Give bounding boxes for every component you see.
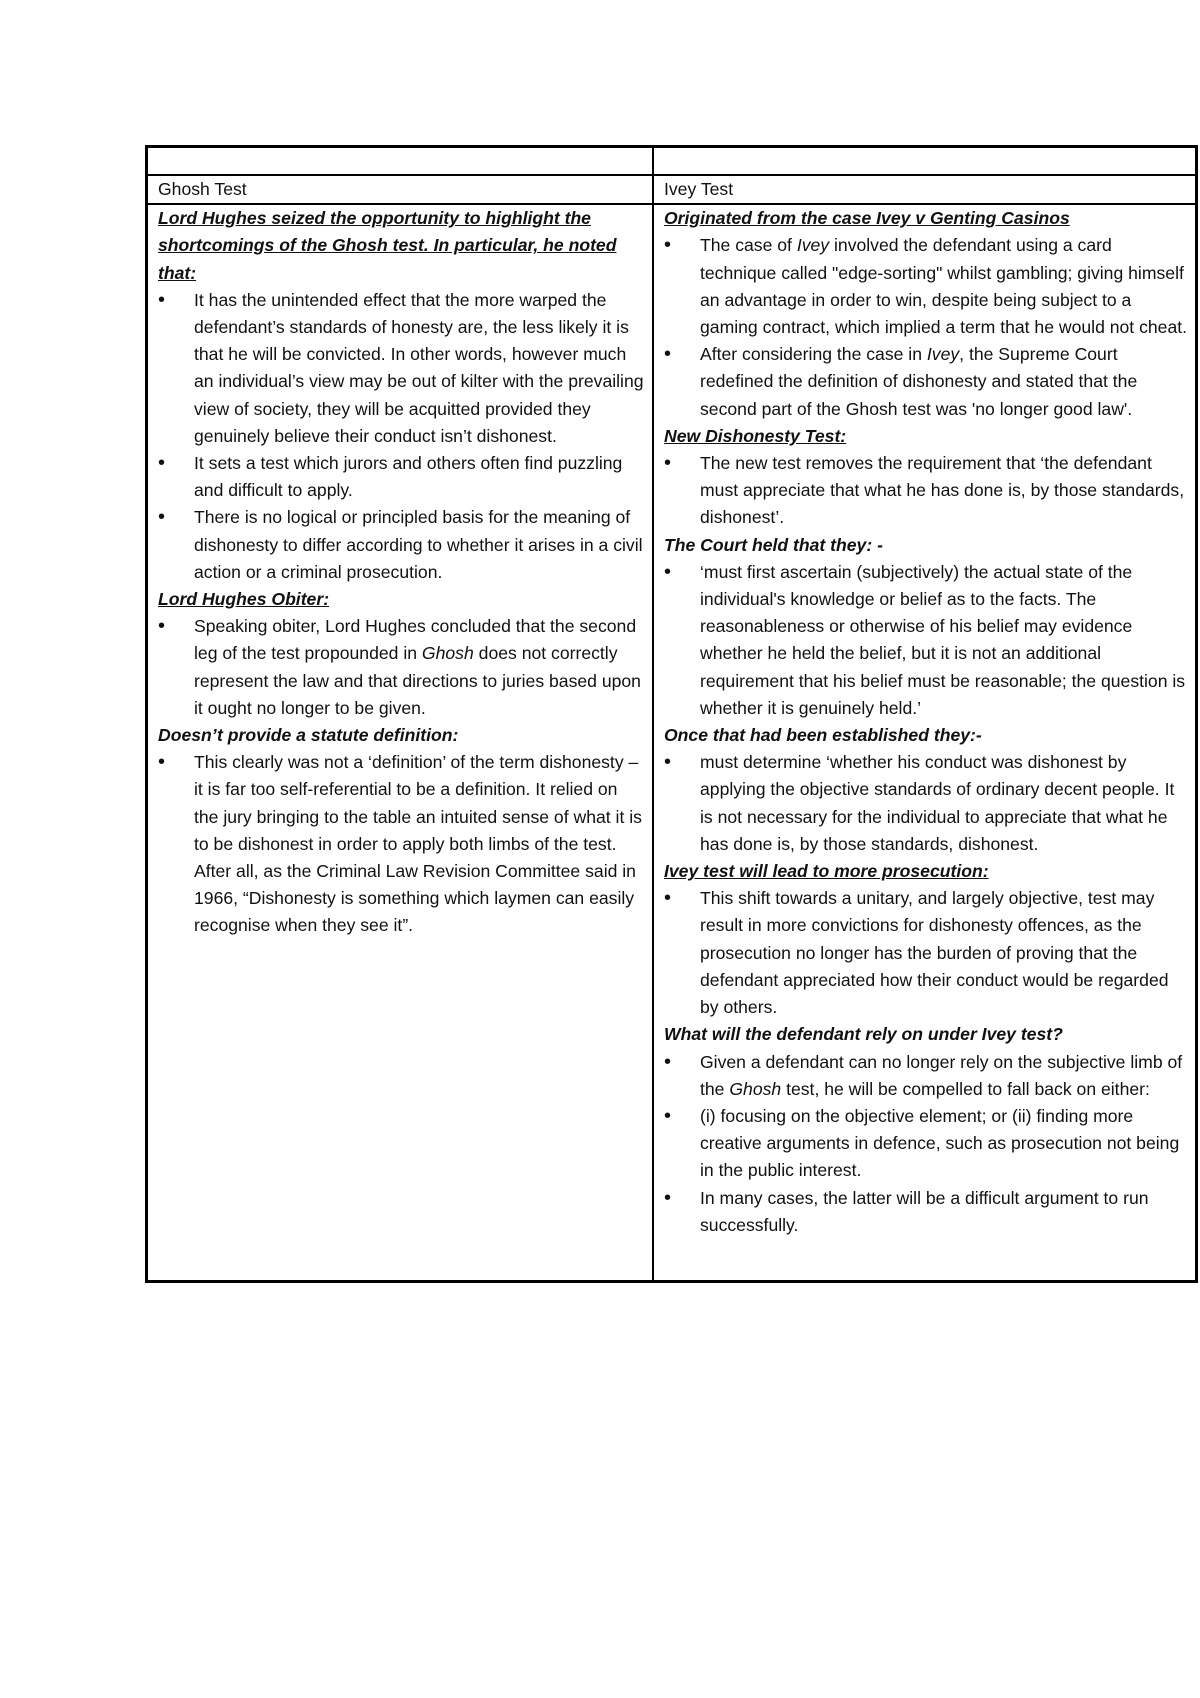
content-row <box>147 204 1197 1282</box>
title-row <box>147 175 1197 204</box>
shortcomings-list <box>158 287 646 586</box>
origin-list <box>664 232 1189 422</box>
section-heading-obiter: Lord Hughes Obiter: <box>158 589 330 610</box>
case-name: Ghosh <box>421 643 474 664</box>
empty-header-row <box>147 147 1197 176</box>
established-list <box>664 749 1189 858</box>
list-item <box>664 232 1189 341</box>
obiter-list <box>158 613 646 722</box>
case-name: Ghosh <box>729 1078 782 1099</box>
definition-list <box>158 749 646 939</box>
section-heading-new-test: New Dishonesty Test: <box>664 425 847 446</box>
column-title-ivey: Ivey Test <box>653 175 1197 204</box>
list-item: • It sets a test which jurors and others often find puzzling and difficult to apply. <box>158 450 646 504</box>
case-name: Ivey <box>796 235 830 256</box>
column-title-ghosh: Ghosh Test <box>147 175 654 204</box>
text-run: After considering the case in <box>700 344 927 365</box>
list-item: • must determine ‘whether his conduct was dishonest by applying the objective standards of ordinary decent people. It is not necessary for the individual to appreciate that what he has done is, by those standards, dishonest. <box>664 749 1189 858</box>
section-heading-origin: Originated from the case Ivey v Genting Casinos <box>664 208 1070 229</box>
list-item <box>158 613 646 722</box>
ghosh-column <box>147 204 654 1282</box>
text-run: does not correctly represent the law and that directions to juries based upon it ought no longer to be given. <box>194 643 641 718</box>
ivey-column <box>653 204 1197 1282</box>
section-heading-established: Once that had been established they:- <box>664 725 982 746</box>
defendant-reliance-list <box>664 1049 1189 1239</box>
prosecution-list <box>664 885 1189 1021</box>
empty-cell-right <box>653 147 1197 176</box>
list-item <box>664 341 1189 423</box>
section-heading-defendant-reliance: What will the defendant rely on under Ivey test? <box>664 1024 1063 1045</box>
list-item: • This clearly was not a ‘definition’ of the term dishonesty – it is far too self-referential to be a definition. It relied on the jury bringing to the table an intuited sense of what it is to be dishonest in order to apply both limbs of the test. After all, as the Criminal Law Revision Committee said in 1966, “Dishonesty is something which laymen can easily recognise when they see it”. <box>158 749 646 939</box>
list-item: • The new test removes the requirement that ‘the defendant must appreciate that what he has done is, by those standards, dishonest’. <box>664 450 1189 532</box>
text-run: Speaking obiter, Lord Hughes concluded that the second leg of the test propounded in <box>194 616 637 664</box>
empty-cell-left <box>147 147 654 176</box>
section-heading-shortcomings: Lord Hughes seized the opportunity to highlight the shortcomings of the Ghosh test. In particular, he noted that: <box>158 208 617 283</box>
section-heading-court-held: The Court held that they: - <box>664 534 883 555</box>
new-test-list <box>664 450 1189 532</box>
list-item: • This shift towards a unitary, and largely objective, test may result in more convictions for dishonesty offences, as the prosecution no longer has the burden of proving that the defendant appreciated how their conduct would be regarded by others. <box>664 885 1189 1021</box>
text-run: involved the defendant using a card technique called "edge-sorting" whilst gambling; giving himself an advantage in order to win, despite being subject to a gaming contract, which implied a term that he would not cheat. <box>700 235 1188 338</box>
court-held-list <box>664 559 1189 722</box>
case-name: Ivey <box>926 344 960 365</box>
list-item: • (i) focusing on the objective element; or (ii) finding more creative arguments in defence, such as prosecution not being in the public interest. <box>664 1103 1189 1185</box>
list-item <box>664 1049 1189 1103</box>
section-heading-prosecution: Ivey test will lead to more prosecution: <box>664 861 989 882</box>
comparison-table <box>145 145 1198 1283</box>
section-heading-definition: Doesn’t provide a statute definition: <box>158 725 459 746</box>
list-item: • In many cases, the latter will be a difficult argument to run successfully. <box>664 1185 1189 1239</box>
text-run: The case of <box>700 235 797 256</box>
list-item: • There is no logical or principled basis for the meaning of dishonesty to differ according to whether it arises in a civil action or a criminal prosecution. <box>158 504 646 586</box>
text-run: Given a defendant can no longer rely on the subjective limb of the <box>700 1051 1183 1099</box>
text-run: , the Supreme Court redefined the definition of dishonesty and stated that the second part of the Ghosh test was 'no longer good law'. <box>700 344 1138 419</box>
text-run: test, he will be compelled to fall back on either: <box>781 1078 1150 1099</box>
list-item: • ‘must first ascertain (subjectively) the actual state of the individual's knowledge or belief as to the facts. The reasonableness or otherwise of his belief may evidence whether he held the belief, but it is not an additional requirement that his belief must be reasonable; the question is whether it is genuinely held.’ <box>664 559 1189 722</box>
list-item: • It has the unintended effect that the more warped the defendant’s standards of honesty are, the less likely it is that he will be convicted. In other words, however much an individual’s view may be out of kilter with the prevailing view of society, they will be acquitted provided they genuinely believe their conduct isn’t dishonest. <box>158 287 646 450</box>
